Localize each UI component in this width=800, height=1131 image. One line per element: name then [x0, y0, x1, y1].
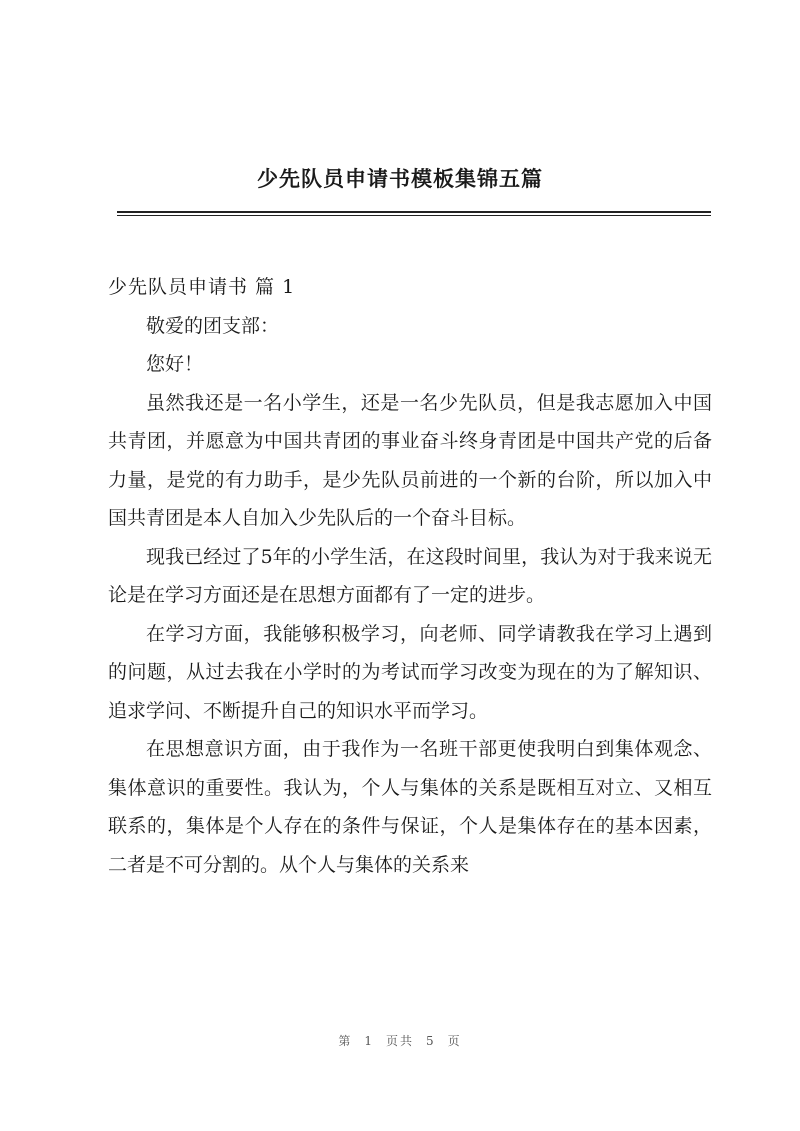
footer-total-pages: 5: [426, 1034, 436, 1048]
title-underline-thick: [117, 211, 711, 213]
document-title: 少先队员申请书模板集锦五篇: [257, 167, 543, 191]
page-number-footer: [0, 1032, 800, 1049]
body-paragraph: 在学习方面，我能够积极学习，向老师、同学请教我在学习上遇到的问题，从过去我在小学时的为考试而学习改变为现在的为了解知识、追求学问、不断提升自己的知识水平而学习。: [108, 622, 712, 722]
greeting: 您好！: [146, 353, 204, 375]
body-paragraph: 在思想意识方面，由于我作为一名班干部更使我明白到集体观念、集体意识的重要性。我认为，个人与集体的关系是既相互对立、又相互联系的，集体是个人存在的条件与保证，个人是集体存在的基本因素，二者是不可分割的。从个人与集体的关系来: [108, 738, 712, 876]
title-underline-thin: [117, 215, 711, 216]
body-paragraph: 现我已经过了5年的小学生活，在这段时间里，我认为对于我来说无论是在学习方面还是在思想方面都有了一定的进步。: [108, 545, 712, 606]
section-heading: 少先队员申请书 篇 1: [108, 276, 296, 298]
document-body: [108, 268, 712, 884]
footer-suffix: 页: [447, 1034, 462, 1048]
salutation: 敬爱的团支部：: [146, 314, 280, 337]
footer-middle: 页共: [385, 1034, 414, 1048]
footer-prefix: 第: [338, 1034, 353, 1048]
body-paragraph: 虽然我还是一名小学生，还是一名少先队员，但是我志愿加入中国共青团，并愿意为中国共青团的事业奋斗终身青团是中国共产党的后备力量，是党的有力助手，是少先队员前进的一个新的台阶，所以加入中国共青团是本人自加入少先队后的一个奋斗目标。: [108, 391, 712, 529]
footer-current-page: 1: [364, 1034, 374, 1048]
